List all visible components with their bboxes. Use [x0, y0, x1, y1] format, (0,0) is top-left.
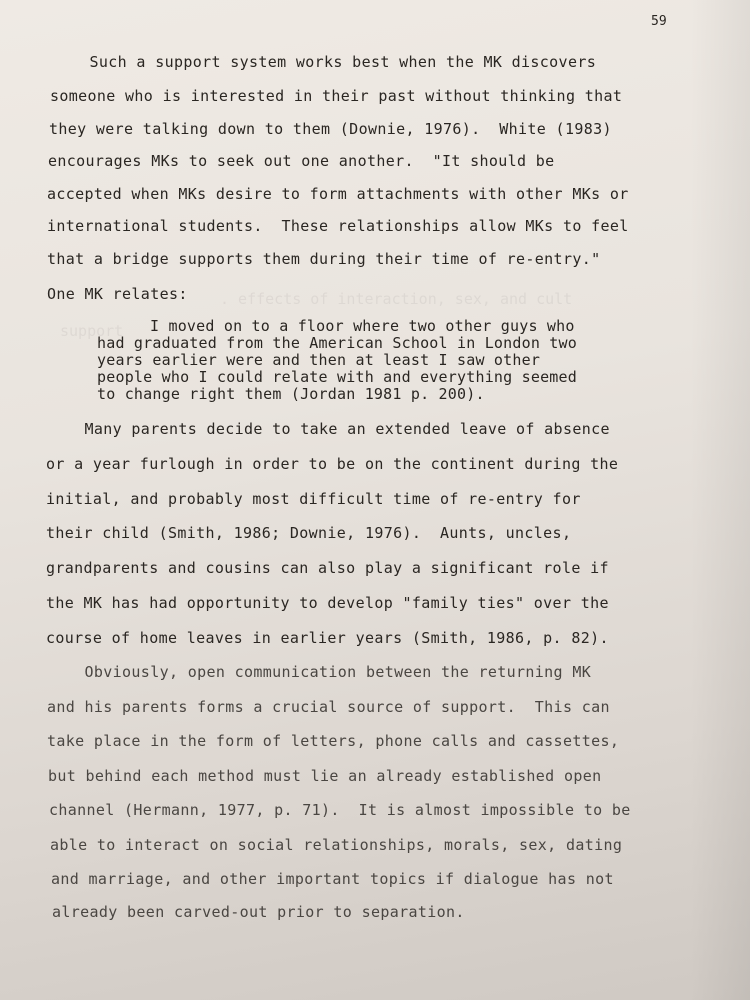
block-quote-line-1: I moved on to a floor where two other guys who [150, 317, 575, 335]
paragraph-2-line-3: initial, and probably most difficult time of re-entry for [46, 490, 581, 508]
page-number: 59 [651, 14, 667, 29]
paragraph-1-line-4: encourages MKs to seek out one another. "It should be [48, 152, 555, 170]
paragraph-1-line-7: that a bridge supports them during their time of re-entry." [47, 250, 601, 268]
paragraph-1-line-3: they were talking down to them (Downie, 1976). White (1983) [49, 120, 612, 138]
paragraph-1-line-1: Such a support system works best when the MK discovers [52, 53, 597, 71]
block-quote-line-5: to change right them (Jordan 1981 p. 200). [97, 385, 485, 403]
paragraph-3-line-2: and his parents forms a crucial source of support. This can [47, 698, 610, 716]
paragraph-2-line-7: course of home leaves in earlier years (Smith, 1986, p. 82). [46, 629, 609, 647]
paragraph-3-line-7: and marriage, and other important topics if dialogue has not [51, 870, 614, 888]
paragraph-2-line-1: Many parents decide to take an extended leave of absence [47, 420, 610, 438]
paragraph-2-line-6: the MK has had opportunity to develop "family ties" over the [46, 594, 609, 612]
paragraph-1-line-2: someone who is interested in their past without thinking that [50, 87, 623, 105]
paragraph-3-line-8: already been carved-out prior to separation. [52, 903, 465, 921]
paragraph-3-line-6: able to interact on social relationships, morals, sex, dating [50, 836, 623, 854]
paragraph-1-line-8: One MK relates: [47, 285, 188, 303]
bleed-through-mark: . effects of interaction, sex, and cult [220, 290, 573, 308]
paragraph-3-line-5: channel (Hermann, 1977, p. 71). It is almost impossible to be [49, 801, 631, 819]
block-quote-line-3: years earlier were and then at least I saw other [97, 351, 541, 369]
bleed-through-mark: support [60, 322, 124, 340]
page-shading [690, 0, 750, 1000]
paragraph-1-line-5: accepted when MKs desire to form attachments with other MKs or [47, 185, 629, 203]
block-quote-line-4: people who I could relate with and everything seemed [97, 368, 577, 386]
paragraph-2-line-4: their child (Smith, 1986; Downie, 1976). Aunts, uncles, [46, 524, 572, 542]
paragraph-2-line-5: grandparents and cousins can also play a significant role if [46, 559, 609, 577]
paragraph-2-line-2: or a year furlough in order to be on the continent during the [46, 455, 619, 473]
paragraph-1-line-6: international students. These relationships allow MKs to feel [47, 217, 629, 235]
paragraph-3-line-4: but behind each method must lie an already established open [48, 767, 602, 785]
block-quote-line-2: had graduated from the American School in London two [97, 334, 577, 352]
paragraph-3-line-1: Obviously, open communication between the returning MK [47, 663, 592, 681]
paragraph-3-line-3: take place in the form of letters, phone calls and cassettes, [47, 732, 620, 750]
